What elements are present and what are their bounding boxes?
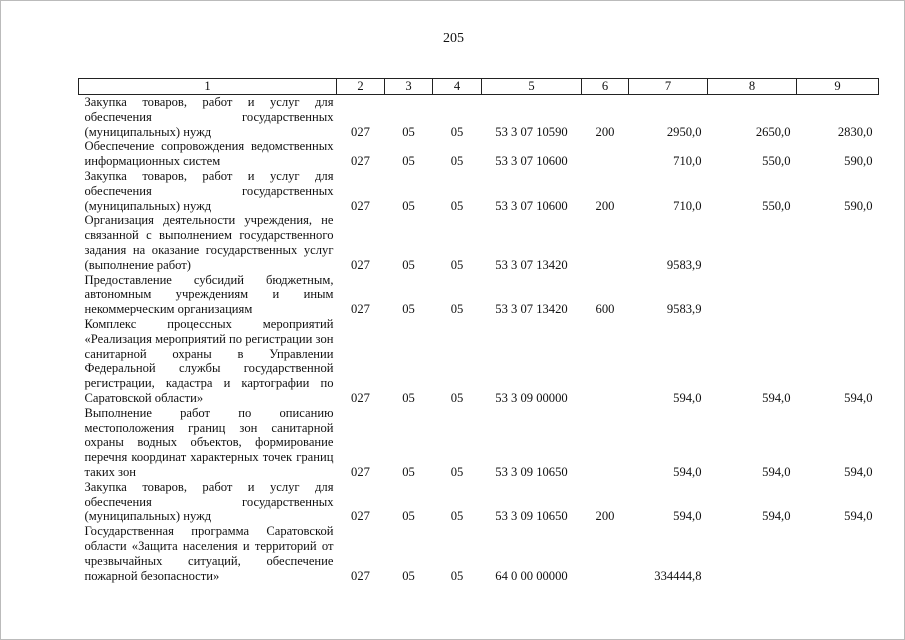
table-row <box>79 480 879 524</box>
row-description: Организация деятельности учреждения, не связанной с выполнением государственного задания на оказание государственных услуг (выполнение работ) <box>84 213 334 272</box>
column-header-1: 1 <box>79 79 337 95</box>
cell-subsection: 05 <box>450 390 464 405</box>
table-row <box>79 317 879 406</box>
cell-subsection: 05 <box>450 154 464 169</box>
cell-amount-year3: 590,0 <box>844 154 873 169</box>
cell-target-article: 53 3 07 10600 <box>495 198 568 213</box>
cell-target-article: 53 3 09 10650 <box>495 509 568 524</box>
cell-expense-type: 200 <box>595 509 615 524</box>
row-description: Обеспечение сопровождения ведомственных информационных систем <box>84 139 334 169</box>
table-row <box>79 95 879 140</box>
cell-amount-year3: 594,0 <box>844 390 873 405</box>
cell-expense-type: 200 <box>595 124 615 139</box>
row-description: Закупка товаров, работ и услуг для обеспечения государственных (муниципальных) нужд <box>84 479 334 524</box>
cell-target-article: 53 3 07 13420 <box>495 257 568 272</box>
cell-section: 05 <box>402 124 415 139</box>
cell-amount-year2: 594,0 <box>762 509 791 524</box>
cell-subsection: 05 <box>450 257 464 272</box>
cell-expense-type <box>582 139 629 169</box>
column-header-4: 4 <box>433 79 482 95</box>
table-row <box>79 213 879 272</box>
cell-amount-year2: 594,0 <box>762 390 791 405</box>
row-description: Комплекс процессных мероприятий «Реализация мероприятий по регистрации зон санитарной охраны в Управлении Федеральной службы государственной регистрации, кадастра и картографии по Саратовской области» <box>84 316 334 405</box>
cell-amount-year1: 710,0 <box>673 198 702 213</box>
cell-subsection: 05 <box>450 198 464 213</box>
cell-amount-year3: 594,0 <box>844 464 873 479</box>
cell-subsection: 05 <box>450 302 464 317</box>
table-row <box>79 139 879 169</box>
cell-section: 05 <box>402 568 415 583</box>
cell-amount-year3: 594,0 <box>844 509 873 524</box>
cell-amount-year3: 2830,0 <box>837 124 873 139</box>
cell-code-admin: 027 <box>351 509 370 524</box>
cell-subsection: 05 <box>450 568 464 583</box>
cell-amount-year1: 2950,0 <box>666 124 702 139</box>
column-header-5: 5 <box>482 79 582 95</box>
cell-expense-type: 600 <box>595 302 615 317</box>
cell-amount-year3: 590,0 <box>844 198 873 213</box>
cell-expense-type: 200 <box>595 198 615 213</box>
cell-target-article: 64 0 00 00000 <box>495 568 568 583</box>
table-row <box>79 406 879 480</box>
header-row <box>79 79 879 95</box>
cell-subsection: 05 <box>450 124 464 139</box>
cell-amount-year2 <box>708 524 797 583</box>
cell-code-admin: 027 <box>351 257 370 272</box>
cell-target-article: 53 3 09 00000 <box>495 390 568 405</box>
cell-section: 05 <box>402 509 415 524</box>
cell-target-article: 53 3 07 10600 <box>495 154 568 169</box>
column-header-7: 7 <box>629 79 708 95</box>
cell-amount-year2: 594,0 <box>762 464 791 479</box>
cell-code-admin: 027 <box>351 568 370 583</box>
cell-amount-year1: 9583,9 <box>666 302 702 317</box>
cell-target-article: 53 3 07 13420 <box>495 302 568 317</box>
column-header-6: 6 <box>582 79 629 95</box>
cell-amount-year1: 710,0 <box>673 154 702 169</box>
cell-section: 05 <box>402 154 415 169</box>
row-description: Предоставление субсидий бюджетным, автономным учреждениям и иным некоммерческим организациям <box>84 272 334 317</box>
cell-expense-type <box>582 213 629 272</box>
row-description: Выполнение работ по описанию местоположения границ зон санитарной охраны водных объектов, формирование перечня координат характерных точек границ таких зон <box>84 405 334 479</box>
table-row <box>79 273 879 317</box>
cell-target-article: 53 3 07 10590 <box>495 124 568 139</box>
row-description: Закупка товаров, работ и услуг для обеспечения государственных (муниципальных) нужд <box>84 168 334 213</box>
column-header-2: 2 <box>337 79 385 95</box>
cell-amount-year2 <box>708 273 797 317</box>
cell-code-admin: 027 <box>351 198 370 213</box>
column-header-3: 3 <box>385 79 433 95</box>
budget-table <box>78 78 879 583</box>
page-number: 205 <box>443 31 464 46</box>
row-description: Государственная программа Саратовской области «Защита населения и территорий от чрезвычайных ситуаций, обеспечение пожарной безопасности» <box>84 524 334 583</box>
cell-section: 05 <box>402 198 415 213</box>
cell-subsection: 05 <box>450 464 464 479</box>
cell-amount-year1: 594,0 <box>673 509 702 524</box>
cell-expense-type <box>582 524 629 583</box>
cell-amount-year1: 334444,8 <box>654 568 702 583</box>
cell-expense-type <box>582 406 629 480</box>
cell-expense-type <box>582 317 629 406</box>
cell-target-article: 53 3 09 10650 <box>495 464 568 479</box>
table-row <box>79 524 879 583</box>
cell-code-admin: 027 <box>351 124 370 139</box>
cell-amount-year2: 550,0 <box>762 198 791 213</box>
cell-code-admin: 027 <box>351 154 370 169</box>
cell-amount-year3 <box>797 524 879 583</box>
cell-amount-year2: 550,0 <box>762 154 791 169</box>
cell-subsection: 05 <box>450 509 464 524</box>
cell-section: 05 <box>402 302 415 317</box>
cell-amount-year1: 594,0 <box>673 390 702 405</box>
column-header-9: 9 <box>797 79 879 95</box>
cell-amount-year1: 9583,9 <box>666 257 702 272</box>
cell-amount-year3 <box>797 273 879 317</box>
cell-amount-year2 <box>708 213 797 272</box>
cell-code-admin: 027 <box>351 464 370 479</box>
cell-amount-year1: 594,0 <box>673 464 702 479</box>
cell-amount-year3 <box>797 213 879 272</box>
cell-section: 05 <box>402 390 415 405</box>
table-row <box>79 169 879 213</box>
cell-code-admin: 027 <box>351 390 370 405</box>
row-description: Закупка товаров, работ и услуг для обеспечения государственных (муниципальных) нужд <box>84 95 334 139</box>
column-header-8: 8 <box>708 79 797 95</box>
cell-section: 05 <box>402 257 415 272</box>
cell-amount-year2: 2650,0 <box>755 124 791 139</box>
cell-code-admin: 027 <box>351 302 370 317</box>
cell-section: 05 <box>402 464 415 479</box>
